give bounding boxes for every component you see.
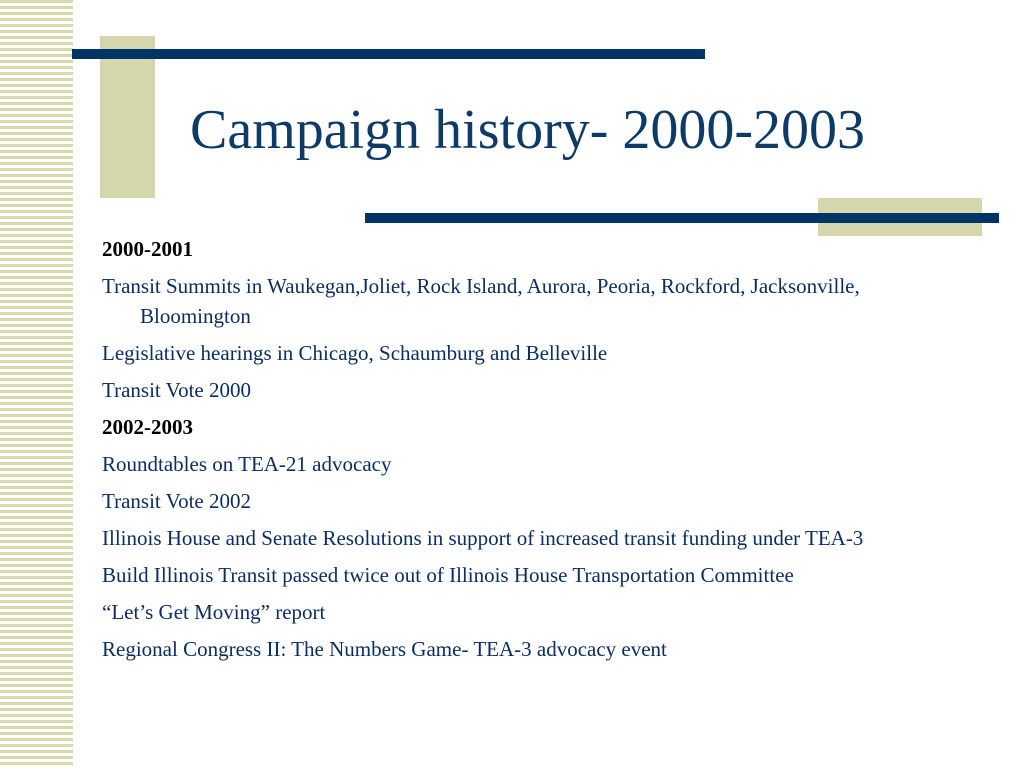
campaign-history-list [102,234,922,671]
title-accent-block [100,36,155,198]
list-item: Transit Vote 2000 [102,378,251,402]
list-item: Legislative hearings in Chicago, Schaumburg and Belleville [102,341,608,365]
list-item: “Let’s Get Moving” report [102,600,326,624]
top-accent-line [72,49,705,59]
period-heading-2002-2003: 2002-2003 [102,415,193,439]
list-item: Regional Congress II: The Numbers Game- TEA-3 advocacy event [102,637,667,661]
list-item: Transit Vote 2002 [102,489,251,513]
list-item: Transit Summits in Waukegan,Joliet, Rock Island, Aurora, Peoria, Rockford, Jacksonville, Bloomington [102,274,860,328]
list-item: Build Illinois Transit passed twice out of Illinois House Transportation Committee [102,563,794,587]
slide-title: Campaign history- 2000-2003 [190,99,866,161]
striped-side-band [0,0,73,768]
list-item: Roundtables on TEA-21 advocacy [102,452,392,476]
title-divider-line [365,213,999,223]
period-heading-2000-2001: 2000-2001 [102,237,193,261]
list-item: Illinois House and Senate Resolutions in support of increased transit funding under TEA-3 [102,526,864,550]
